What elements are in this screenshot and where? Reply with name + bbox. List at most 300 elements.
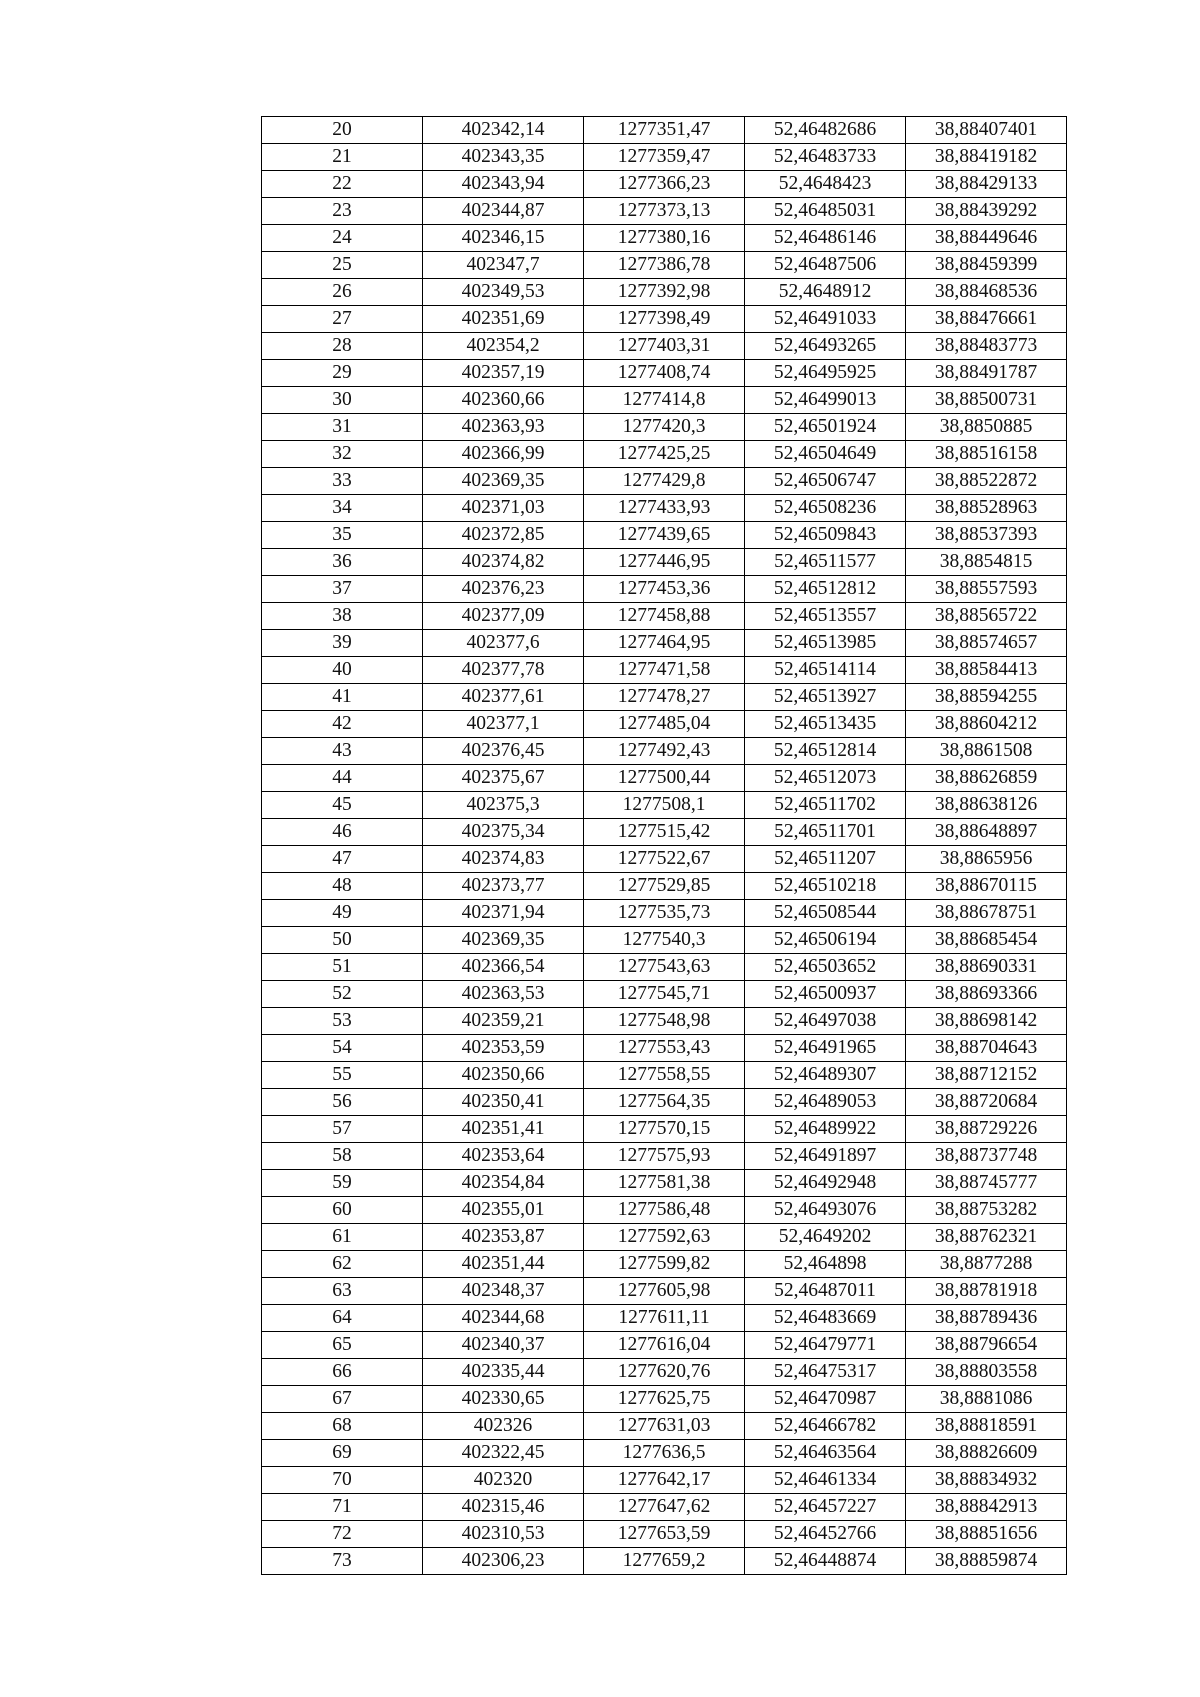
table-row: [262, 1440, 1067, 1467]
x-coordinate-cell: 402349,53: [423, 279, 584, 306]
latitude-cell: 52,46501924: [745, 414, 906, 441]
table-row: [262, 1494, 1067, 1521]
point-number-cell: 51: [262, 954, 423, 981]
x-coordinate-cell: 402306,23: [423, 1548, 584, 1575]
latitude-cell: 52,46482686: [745, 117, 906, 144]
table-row: [262, 1224, 1067, 1251]
point-number-cell: 65: [262, 1332, 423, 1359]
longitude-cell: 38,88685454: [906, 927, 1067, 954]
table-row: [262, 441, 1067, 468]
y-coordinate-cell: 1277492,43: [584, 738, 745, 765]
y-coordinate-cell: 1277529,85: [584, 873, 745, 900]
y-coordinate-cell: 1277408,74: [584, 360, 745, 387]
latitude-cell: 52,46499013: [745, 387, 906, 414]
point-number-cell: 56: [262, 1089, 423, 1116]
table-row: [262, 1116, 1067, 1143]
longitude-cell: 38,88753282: [906, 1197, 1067, 1224]
latitude-cell: 52,46504649: [745, 441, 906, 468]
table-row: [262, 1197, 1067, 1224]
y-coordinate-cell: 1277403,31: [584, 333, 745, 360]
y-coordinate-cell: 1277543,63: [584, 954, 745, 981]
point-number-cell: 44: [262, 765, 423, 792]
y-coordinate-cell: 1277515,42: [584, 819, 745, 846]
latitude-cell: 52,46461334: [745, 1467, 906, 1494]
table-row: [262, 927, 1067, 954]
latitude-cell: 52,46503652: [745, 954, 906, 981]
table-row: [262, 414, 1067, 441]
y-coordinate-cell: 1277653,59: [584, 1521, 745, 1548]
y-coordinate-cell: 1277535,73: [584, 900, 745, 927]
x-coordinate-cell: 402375,34: [423, 819, 584, 846]
latitude-cell: 52,46514114: [745, 657, 906, 684]
longitude-cell: 38,8865956: [906, 846, 1067, 873]
x-coordinate-cell: 402347,7: [423, 252, 584, 279]
point-number-cell: 30: [262, 387, 423, 414]
point-number-cell: 69: [262, 1440, 423, 1467]
point-number-cell: 46: [262, 819, 423, 846]
x-coordinate-cell: 402350,66: [423, 1062, 584, 1089]
point-number-cell: 48: [262, 873, 423, 900]
y-coordinate-cell: 1277631,03: [584, 1413, 745, 1440]
x-coordinate-cell: 402335,44: [423, 1359, 584, 1386]
latitude-cell: 52,46489307: [745, 1062, 906, 1089]
longitude-cell: 38,88594255: [906, 684, 1067, 711]
x-coordinate-cell: 402326: [423, 1413, 584, 1440]
latitude-cell: 52,46511702: [745, 792, 906, 819]
x-coordinate-cell: 402375,3: [423, 792, 584, 819]
x-coordinate-cell: 402372,85: [423, 522, 584, 549]
table-row: [262, 1305, 1067, 1332]
y-coordinate-cell: 1277414,8: [584, 387, 745, 414]
x-coordinate-cell: 402354,2: [423, 333, 584, 360]
point-number-cell: 31: [262, 414, 423, 441]
point-number-cell: 38: [262, 603, 423, 630]
longitude-cell: 38,8881086: [906, 1386, 1067, 1413]
point-number-cell: 26: [262, 279, 423, 306]
point-number-cell: 24: [262, 225, 423, 252]
latitude-cell: 52,46495925: [745, 360, 906, 387]
longitude-cell: 38,88537393: [906, 522, 1067, 549]
x-coordinate-cell: 402354,84: [423, 1170, 584, 1197]
longitude-cell: 38,88626859: [906, 765, 1067, 792]
table-row: [262, 738, 1067, 765]
x-coordinate-cell: 402376,23: [423, 576, 584, 603]
y-coordinate-cell: 1277433,93: [584, 495, 745, 522]
latitude-cell: 52,46508236: [745, 495, 906, 522]
longitude-cell: 38,88737748: [906, 1143, 1067, 1170]
longitude-cell: 38,88522872: [906, 468, 1067, 495]
table-row: [262, 576, 1067, 603]
y-coordinate-cell: 1277575,93: [584, 1143, 745, 1170]
point-number-cell: 34: [262, 495, 423, 522]
point-number-cell: 33: [262, 468, 423, 495]
latitude-cell: 52,46487506: [745, 252, 906, 279]
point-number-cell: 35: [262, 522, 423, 549]
y-coordinate-cell: 1277366,23: [584, 171, 745, 198]
latitude-cell: 52,46452766: [745, 1521, 906, 1548]
table-row: [262, 792, 1067, 819]
latitude-cell: 52,46510218: [745, 873, 906, 900]
point-number-cell: 43: [262, 738, 423, 765]
point-number-cell: 70: [262, 1467, 423, 1494]
x-coordinate-cell: 402350,41: [423, 1089, 584, 1116]
x-coordinate-cell: 402344,68: [423, 1305, 584, 1332]
table-row: [262, 1278, 1067, 1305]
latitude-cell: 52,46512814: [745, 738, 906, 765]
y-coordinate-cell: 1277586,48: [584, 1197, 745, 1224]
y-coordinate-cell: 1277553,43: [584, 1035, 745, 1062]
point-number-cell: 21: [262, 144, 423, 171]
longitude-cell: 38,88638126: [906, 792, 1067, 819]
y-coordinate-cell: 1277620,76: [584, 1359, 745, 1386]
latitude-cell: 52,46457227: [745, 1494, 906, 1521]
latitude-cell: 52,46506194: [745, 927, 906, 954]
latitude-cell: 52,46448874: [745, 1548, 906, 1575]
x-coordinate-cell: 402351,44: [423, 1251, 584, 1278]
point-number-cell: 54: [262, 1035, 423, 1062]
longitude-cell: 38,88516158: [906, 441, 1067, 468]
point-number-cell: 63: [262, 1278, 423, 1305]
point-number-cell: 28: [262, 333, 423, 360]
table-row: [262, 1251, 1067, 1278]
x-coordinate-cell: 402363,93: [423, 414, 584, 441]
x-coordinate-cell: 402346,15: [423, 225, 584, 252]
point-number-cell: 72: [262, 1521, 423, 1548]
table-row: [262, 279, 1067, 306]
longitude-cell: 38,88419182: [906, 144, 1067, 171]
table-row: [262, 225, 1067, 252]
longitude-cell: 38,88720684: [906, 1089, 1067, 1116]
y-coordinate-cell: 1277659,2: [584, 1548, 745, 1575]
y-coordinate-cell: 1277592,63: [584, 1224, 745, 1251]
point-number-cell: 36: [262, 549, 423, 576]
point-number-cell: 49: [262, 900, 423, 927]
latitude-cell: 52,46511577: [745, 549, 906, 576]
table-row: [262, 333, 1067, 360]
longitude-cell: 38,88557593: [906, 576, 1067, 603]
point-number-cell: 71: [262, 1494, 423, 1521]
latitude-cell: 52,46513927: [745, 684, 906, 711]
point-number-cell: 52: [262, 981, 423, 1008]
x-coordinate-cell: 402377,09: [423, 603, 584, 630]
coordinates-table: [261, 116, 1067, 1575]
y-coordinate-cell: 1277647,62: [584, 1494, 745, 1521]
table-row: [262, 1359, 1067, 1386]
table-row: [262, 846, 1067, 873]
x-coordinate-cell: 402340,37: [423, 1332, 584, 1359]
longitude-cell: 38,88818591: [906, 1413, 1067, 1440]
table-row: [262, 522, 1067, 549]
longitude-cell: 38,88528963: [906, 495, 1067, 522]
x-coordinate-cell: 402344,87: [423, 198, 584, 225]
longitude-cell: 38,88698142: [906, 1008, 1067, 1035]
y-coordinate-cell: 1277548,98: [584, 1008, 745, 1035]
x-coordinate-cell: 402359,21: [423, 1008, 584, 1035]
y-coordinate-cell: 1277564,35: [584, 1089, 745, 1116]
latitude-cell: 52,46512812: [745, 576, 906, 603]
table-row: [262, 198, 1067, 225]
latitude-cell: 52,46489922: [745, 1116, 906, 1143]
latitude-cell: 52,46513557: [745, 603, 906, 630]
longitude-cell: 38,88781918: [906, 1278, 1067, 1305]
longitude-cell: 38,88407401: [906, 117, 1067, 144]
latitude-cell: 52,46483669: [745, 1305, 906, 1332]
y-coordinate-cell: 1277599,82: [584, 1251, 745, 1278]
table-row: [262, 117, 1067, 144]
x-coordinate-cell: 402375,67: [423, 765, 584, 792]
table-row: [262, 387, 1067, 414]
latitude-cell: 52,46475317: [745, 1359, 906, 1386]
longitude-cell: 38,88429133: [906, 171, 1067, 198]
table-row: [262, 1008, 1067, 1035]
point-number-cell: 53: [262, 1008, 423, 1035]
longitude-cell: 38,88693366: [906, 981, 1067, 1008]
longitude-cell: 38,88762321: [906, 1224, 1067, 1251]
latitude-cell: 52,46463564: [745, 1440, 906, 1467]
y-coordinate-cell: 1277458,88: [584, 603, 745, 630]
x-coordinate-cell: 402373,77: [423, 873, 584, 900]
y-coordinate-cell: 1277522,67: [584, 846, 745, 873]
longitude-cell: 38,88574657: [906, 630, 1067, 657]
x-coordinate-cell: 402343,35: [423, 144, 584, 171]
point-number-cell: 32: [262, 441, 423, 468]
point-number-cell: 68: [262, 1413, 423, 1440]
longitude-cell: 38,88704643: [906, 1035, 1067, 1062]
point-number-cell: 61: [262, 1224, 423, 1251]
x-coordinate-cell: 402351,41: [423, 1116, 584, 1143]
y-coordinate-cell: 1277616,04: [584, 1332, 745, 1359]
y-coordinate-cell: 1277439,65: [584, 522, 745, 549]
table-row: [262, 873, 1067, 900]
table-row: [262, 1548, 1067, 1575]
longitude-cell: 38,88500731: [906, 387, 1067, 414]
latitude-cell: 52,46511207: [745, 846, 906, 873]
table-row: [262, 1143, 1067, 1170]
point-number-cell: 22: [262, 171, 423, 198]
point-number-cell: 20: [262, 117, 423, 144]
x-coordinate-cell: 402377,61: [423, 684, 584, 711]
longitude-cell: 38,8861508: [906, 738, 1067, 765]
y-coordinate-cell: 1277446,95: [584, 549, 745, 576]
table-row: [262, 711, 1067, 738]
x-coordinate-cell: 402342,14: [423, 117, 584, 144]
y-coordinate-cell: 1277425,25: [584, 441, 745, 468]
longitude-cell: 38,88468536: [906, 279, 1067, 306]
y-coordinate-cell: 1277558,55: [584, 1062, 745, 1089]
y-coordinate-cell: 1277485,04: [584, 711, 745, 738]
y-coordinate-cell: 1277642,17: [584, 1467, 745, 1494]
table-row: [262, 306, 1067, 333]
x-coordinate-cell: 402351,69: [423, 306, 584, 333]
longitude-cell: 38,88789436: [906, 1305, 1067, 1332]
longitude-cell: 38,88449646: [906, 225, 1067, 252]
table-row: [262, 603, 1067, 630]
table-row: [262, 171, 1067, 198]
latitude-cell: 52,46491033: [745, 306, 906, 333]
longitude-cell: 38,88670115: [906, 873, 1067, 900]
y-coordinate-cell: 1277500,44: [584, 765, 745, 792]
point-number-cell: 42: [262, 711, 423, 738]
latitude-cell: 52,4648912: [745, 279, 906, 306]
table-row: [262, 981, 1067, 1008]
x-coordinate-cell: 402353,64: [423, 1143, 584, 1170]
longitude-cell: 38,88604212: [906, 711, 1067, 738]
longitude-cell: 38,88476661: [906, 306, 1067, 333]
y-coordinate-cell: 1277453,36: [584, 576, 745, 603]
latitude-cell: 52,46511701: [745, 819, 906, 846]
table-row: [262, 1332, 1067, 1359]
latitude-cell: 52,46493265: [745, 333, 906, 360]
y-coordinate-cell: 1277581,38: [584, 1170, 745, 1197]
x-coordinate-cell: 402377,1: [423, 711, 584, 738]
y-coordinate-cell: 1277351,47: [584, 117, 745, 144]
longitude-cell: 38,8850885: [906, 414, 1067, 441]
latitude-cell: 52,46500937: [745, 981, 906, 1008]
x-coordinate-cell: 402348,37: [423, 1278, 584, 1305]
x-coordinate-cell: 402353,87: [423, 1224, 584, 1251]
x-coordinate-cell: 402366,54: [423, 954, 584, 981]
table-row: [262, 549, 1067, 576]
longitude-cell: 38,88834932: [906, 1467, 1067, 1494]
x-coordinate-cell: 402360,66: [423, 387, 584, 414]
y-coordinate-cell: 1277478,27: [584, 684, 745, 711]
point-number-cell: 23: [262, 198, 423, 225]
table-row: [262, 819, 1067, 846]
x-coordinate-cell: 402353,59: [423, 1035, 584, 1062]
y-coordinate-cell: 1277380,16: [584, 225, 745, 252]
y-coordinate-cell: 1277611,11: [584, 1305, 745, 1332]
latitude-cell: 52,46497038: [745, 1008, 906, 1035]
latitude-cell: 52,46466782: [745, 1413, 906, 1440]
point-number-cell: 27: [262, 306, 423, 333]
x-coordinate-cell: 402357,19: [423, 360, 584, 387]
latitude-cell: 52,46470987: [745, 1386, 906, 1413]
longitude-cell: 38,88729226: [906, 1116, 1067, 1143]
x-coordinate-cell: 402315,46: [423, 1494, 584, 1521]
x-coordinate-cell: 402310,53: [423, 1521, 584, 1548]
longitude-cell: 38,88712152: [906, 1062, 1067, 1089]
latitude-cell: 52,46508544: [745, 900, 906, 927]
point-number-cell: 57: [262, 1116, 423, 1143]
longitude-cell: 38,88584413: [906, 657, 1067, 684]
table-row: [262, 1089, 1067, 1116]
x-coordinate-cell: 402330,65: [423, 1386, 584, 1413]
point-number-cell: 73: [262, 1548, 423, 1575]
table-row: [262, 684, 1067, 711]
longitude-cell: 38,88690331: [906, 954, 1067, 981]
table-row: [262, 1062, 1067, 1089]
point-number-cell: 50: [262, 927, 423, 954]
point-number-cell: 39: [262, 630, 423, 657]
x-coordinate-cell: 402371,94: [423, 900, 584, 927]
latitude-cell: 52,46487011: [745, 1278, 906, 1305]
x-coordinate-cell: 402355,01: [423, 1197, 584, 1224]
table-row: [262, 1413, 1067, 1440]
table-row: [262, 900, 1067, 927]
table-row: [262, 1521, 1067, 1548]
x-coordinate-cell: 402377,6: [423, 630, 584, 657]
latitude-cell: 52,4648423: [745, 171, 906, 198]
latitude-cell: 52,46491965: [745, 1035, 906, 1062]
y-coordinate-cell: 1277398,49: [584, 306, 745, 333]
point-number-cell: 62: [262, 1251, 423, 1278]
latitude-cell: 52,46512073: [745, 765, 906, 792]
x-coordinate-cell: 402320: [423, 1467, 584, 1494]
table-row: [262, 1386, 1067, 1413]
latitude-cell: 52,46493076: [745, 1197, 906, 1224]
latitude-cell: 52,46486146: [745, 225, 906, 252]
longitude-cell: 38,88648897: [906, 819, 1067, 846]
longitude-cell: 38,88439292: [906, 198, 1067, 225]
x-coordinate-cell: 402343,94: [423, 171, 584, 198]
longitude-cell: 38,8877288: [906, 1251, 1067, 1278]
point-number-cell: 47: [262, 846, 423, 873]
table-row: [262, 495, 1067, 522]
point-number-cell: 41: [262, 684, 423, 711]
latitude-cell: 52,46509843: [745, 522, 906, 549]
table-row: [262, 468, 1067, 495]
x-coordinate-cell: 402377,78: [423, 657, 584, 684]
x-coordinate-cell: 402369,35: [423, 468, 584, 495]
latitude-cell: 52,464898: [745, 1251, 906, 1278]
longitude-cell: 38,88678751: [906, 900, 1067, 927]
y-coordinate-cell: 1277540,3: [584, 927, 745, 954]
latitude-cell: 52,46489053: [745, 1089, 906, 1116]
longitude-cell: 38,88851656: [906, 1521, 1067, 1548]
x-coordinate-cell: 402374,83: [423, 846, 584, 873]
point-number-cell: 67: [262, 1386, 423, 1413]
x-coordinate-cell: 402376,45: [423, 738, 584, 765]
point-number-cell: 29: [262, 360, 423, 387]
longitude-cell: 38,88803558: [906, 1359, 1067, 1386]
longitude-cell: 38,88483773: [906, 333, 1067, 360]
point-number-cell: 64: [262, 1305, 423, 1332]
point-number-cell: 60: [262, 1197, 423, 1224]
x-coordinate-cell: 402369,35: [423, 927, 584, 954]
table-row: [262, 1035, 1067, 1062]
x-coordinate-cell: 402322,45: [423, 1440, 584, 1467]
latitude-cell: 52,46491897: [745, 1143, 906, 1170]
latitude-cell: 52,46492948: [745, 1170, 906, 1197]
y-coordinate-cell: 1277420,3: [584, 414, 745, 441]
x-coordinate-cell: 402371,03: [423, 495, 584, 522]
y-coordinate-cell: 1277429,8: [584, 468, 745, 495]
table-row: [262, 1170, 1067, 1197]
longitude-cell: 38,88796654: [906, 1332, 1067, 1359]
longitude-cell: 38,88842913: [906, 1494, 1067, 1521]
table-row: [262, 252, 1067, 279]
table-row: [262, 657, 1067, 684]
point-number-cell: 40: [262, 657, 423, 684]
y-coordinate-cell: 1277359,47: [584, 144, 745, 171]
table-row: [262, 144, 1067, 171]
longitude-cell: 38,88491787: [906, 360, 1067, 387]
point-number-cell: 58: [262, 1143, 423, 1170]
table-row: [262, 360, 1067, 387]
y-coordinate-cell: 1277570,15: [584, 1116, 745, 1143]
x-coordinate-cell: 402366,99: [423, 441, 584, 468]
table-row: [262, 765, 1067, 792]
point-number-cell: 45: [262, 792, 423, 819]
latitude-cell: 52,46506747: [745, 468, 906, 495]
coordinates-table-body: [262, 117, 1067, 1575]
longitude-cell: 38,88826609: [906, 1440, 1067, 1467]
table-row: [262, 630, 1067, 657]
y-coordinate-cell: 1277545,71: [584, 981, 745, 1008]
point-number-cell: 25: [262, 252, 423, 279]
y-coordinate-cell: 1277636,5: [584, 1440, 745, 1467]
latitude-cell: 52,46479771: [745, 1332, 906, 1359]
